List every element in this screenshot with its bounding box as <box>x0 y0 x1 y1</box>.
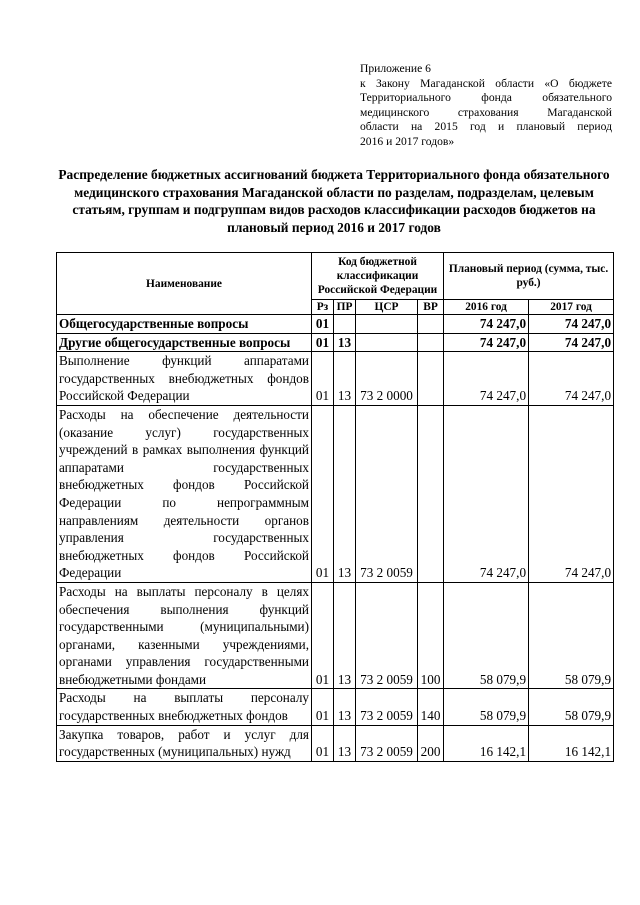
row-csr: 73 2 0059 <box>356 582 418 689</box>
appendix-note <box>360 62 612 150</box>
row-2016: 74 247,0 <box>444 333 529 352</box>
row-rz: 01 <box>312 333 334 352</box>
row-2017: 74 247,0 <box>529 315 614 334</box>
row-2017: 16 142,1 <box>529 725 614 761</box>
row-2016: 16 142,1 <box>444 725 529 761</box>
row-2016: 74 247,0 <box>444 352 529 406</box>
row-pr: 13 <box>334 352 356 406</box>
row-name: Расходы на выплаты персоналу в целях обеспечения выполнения функций государственными (муниципальными) органами, казенными учреждениями, органами управления государственными внебюджетными фондами <box>57 582 312 689</box>
header-period-group: Плановый период (сумма, тыс. руб.) <box>444 253 614 300</box>
row-rz: 01 <box>312 405 334 582</box>
table-row <box>57 405 614 582</box>
row-vr: 200 <box>418 725 444 761</box>
row-rz: 01 <box>312 582 334 689</box>
row-name: Выполнение функций аппаратами государственных внебюджетных фондов Российской Федерации <box>57 352 312 406</box>
header-name: Наименование <box>57 253 312 315</box>
row-name: Расходы на обеспечение деятельности (оказание услуг) государственных учреждений в рамках выполнения функций аппаратами государственных внебюджетных фондов Российской Федерации по непрограммным направлениям деятельности органов управления государственных внебюджетных фондов Российской Федерации <box>57 405 312 582</box>
row-pr: 13 <box>334 405 356 582</box>
row-2017: 74 247,0 <box>529 333 614 352</box>
table-row <box>57 582 614 689</box>
table-row <box>57 315 614 334</box>
table-row <box>57 352 614 406</box>
header-code-group: Код бюджетной классификации Российской Федерации <box>312 253 444 300</box>
row-rz: 01 <box>312 315 334 334</box>
appendix-line: к Закону Магаданской области «О бюджете <box>360 76 612 90</box>
row-2017: 74 247,0 <box>529 352 614 406</box>
table-row <box>57 333 614 352</box>
row-csr: 73 2 0059 <box>356 405 418 582</box>
row-2016: 74 247,0 <box>444 405 529 582</box>
header-2016: 2016 год <box>444 300 529 315</box>
row-csr: 73 2 0059 <box>356 725 418 761</box>
row-csr: 73 2 0000 <box>356 352 418 406</box>
row-rz: 01 <box>312 352 334 406</box>
row-csr <box>356 333 418 352</box>
appendix-line: Территориального фонда обязательного <box>360 91 612 105</box>
row-name: Закупка товаров, работ и услуг для государственных (муниципальных) нужд <box>57 725 312 761</box>
row-name: Расходы на выплаты персоналу государственных внебюджетных фондов <box>57 689 312 725</box>
budget-table <box>56 252 614 762</box>
row-pr <box>334 315 356 334</box>
row-pr: 13 <box>334 333 356 352</box>
table-row <box>57 689 614 725</box>
row-vr <box>418 405 444 582</box>
appendix-line: области на 2015 год и плановый период <box>360 120 612 134</box>
row-pr: 13 <box>334 582 356 689</box>
row-vr <box>418 352 444 406</box>
appendix-line: медицинского страхования Магаданской <box>360 105 612 119</box>
document-title: Распределение бюджетных ассигнований бюджета Территориального фонда обязательного медицинского страхования Магаданской области по разделам, подразделам, целевым статьям, группам и подгруппам видов расходов классификации расходов бюджетов на плановый период 2016 и 2017 годов <box>58 167 610 235</box>
row-pr: 13 <box>334 689 356 725</box>
header-rz: Рз <box>312 300 334 315</box>
appendix-line: 2016 и 2017 годов» <box>360 134 455 148</box>
row-2016: 58 079,9 <box>444 689 529 725</box>
row-vr <box>418 333 444 352</box>
row-2017: 74 247,0 <box>529 405 614 582</box>
row-2016: 58 079,9 <box>444 582 529 689</box>
row-2017: 58 079,9 <box>529 689 614 725</box>
row-2017: 58 079,9 <box>529 582 614 689</box>
row-csr <box>356 315 418 334</box>
row-vr: 100 <box>418 582 444 689</box>
row-csr: 73 2 0059 <box>356 689 418 725</box>
table-row <box>57 725 614 761</box>
row-vr: 140 <box>418 689 444 725</box>
header-vr: ВР <box>418 300 444 315</box>
appendix-line: Приложение 6 <box>360 62 431 75</box>
row-pr: 13 <box>334 725 356 761</box>
header-2017: 2017 год <box>529 300 614 315</box>
row-vr <box>418 315 444 334</box>
row-name: Другие общегосударственные вопросы <box>57 333 312 352</box>
row-rz: 01 <box>312 725 334 761</box>
header-csr: ЦСР <box>356 300 418 315</box>
row-rz: 01 <box>312 689 334 725</box>
row-2016: 74 247,0 <box>444 315 529 334</box>
header-pr: ПР <box>334 300 356 315</box>
row-name: Общегосударственные вопросы <box>57 315 312 334</box>
